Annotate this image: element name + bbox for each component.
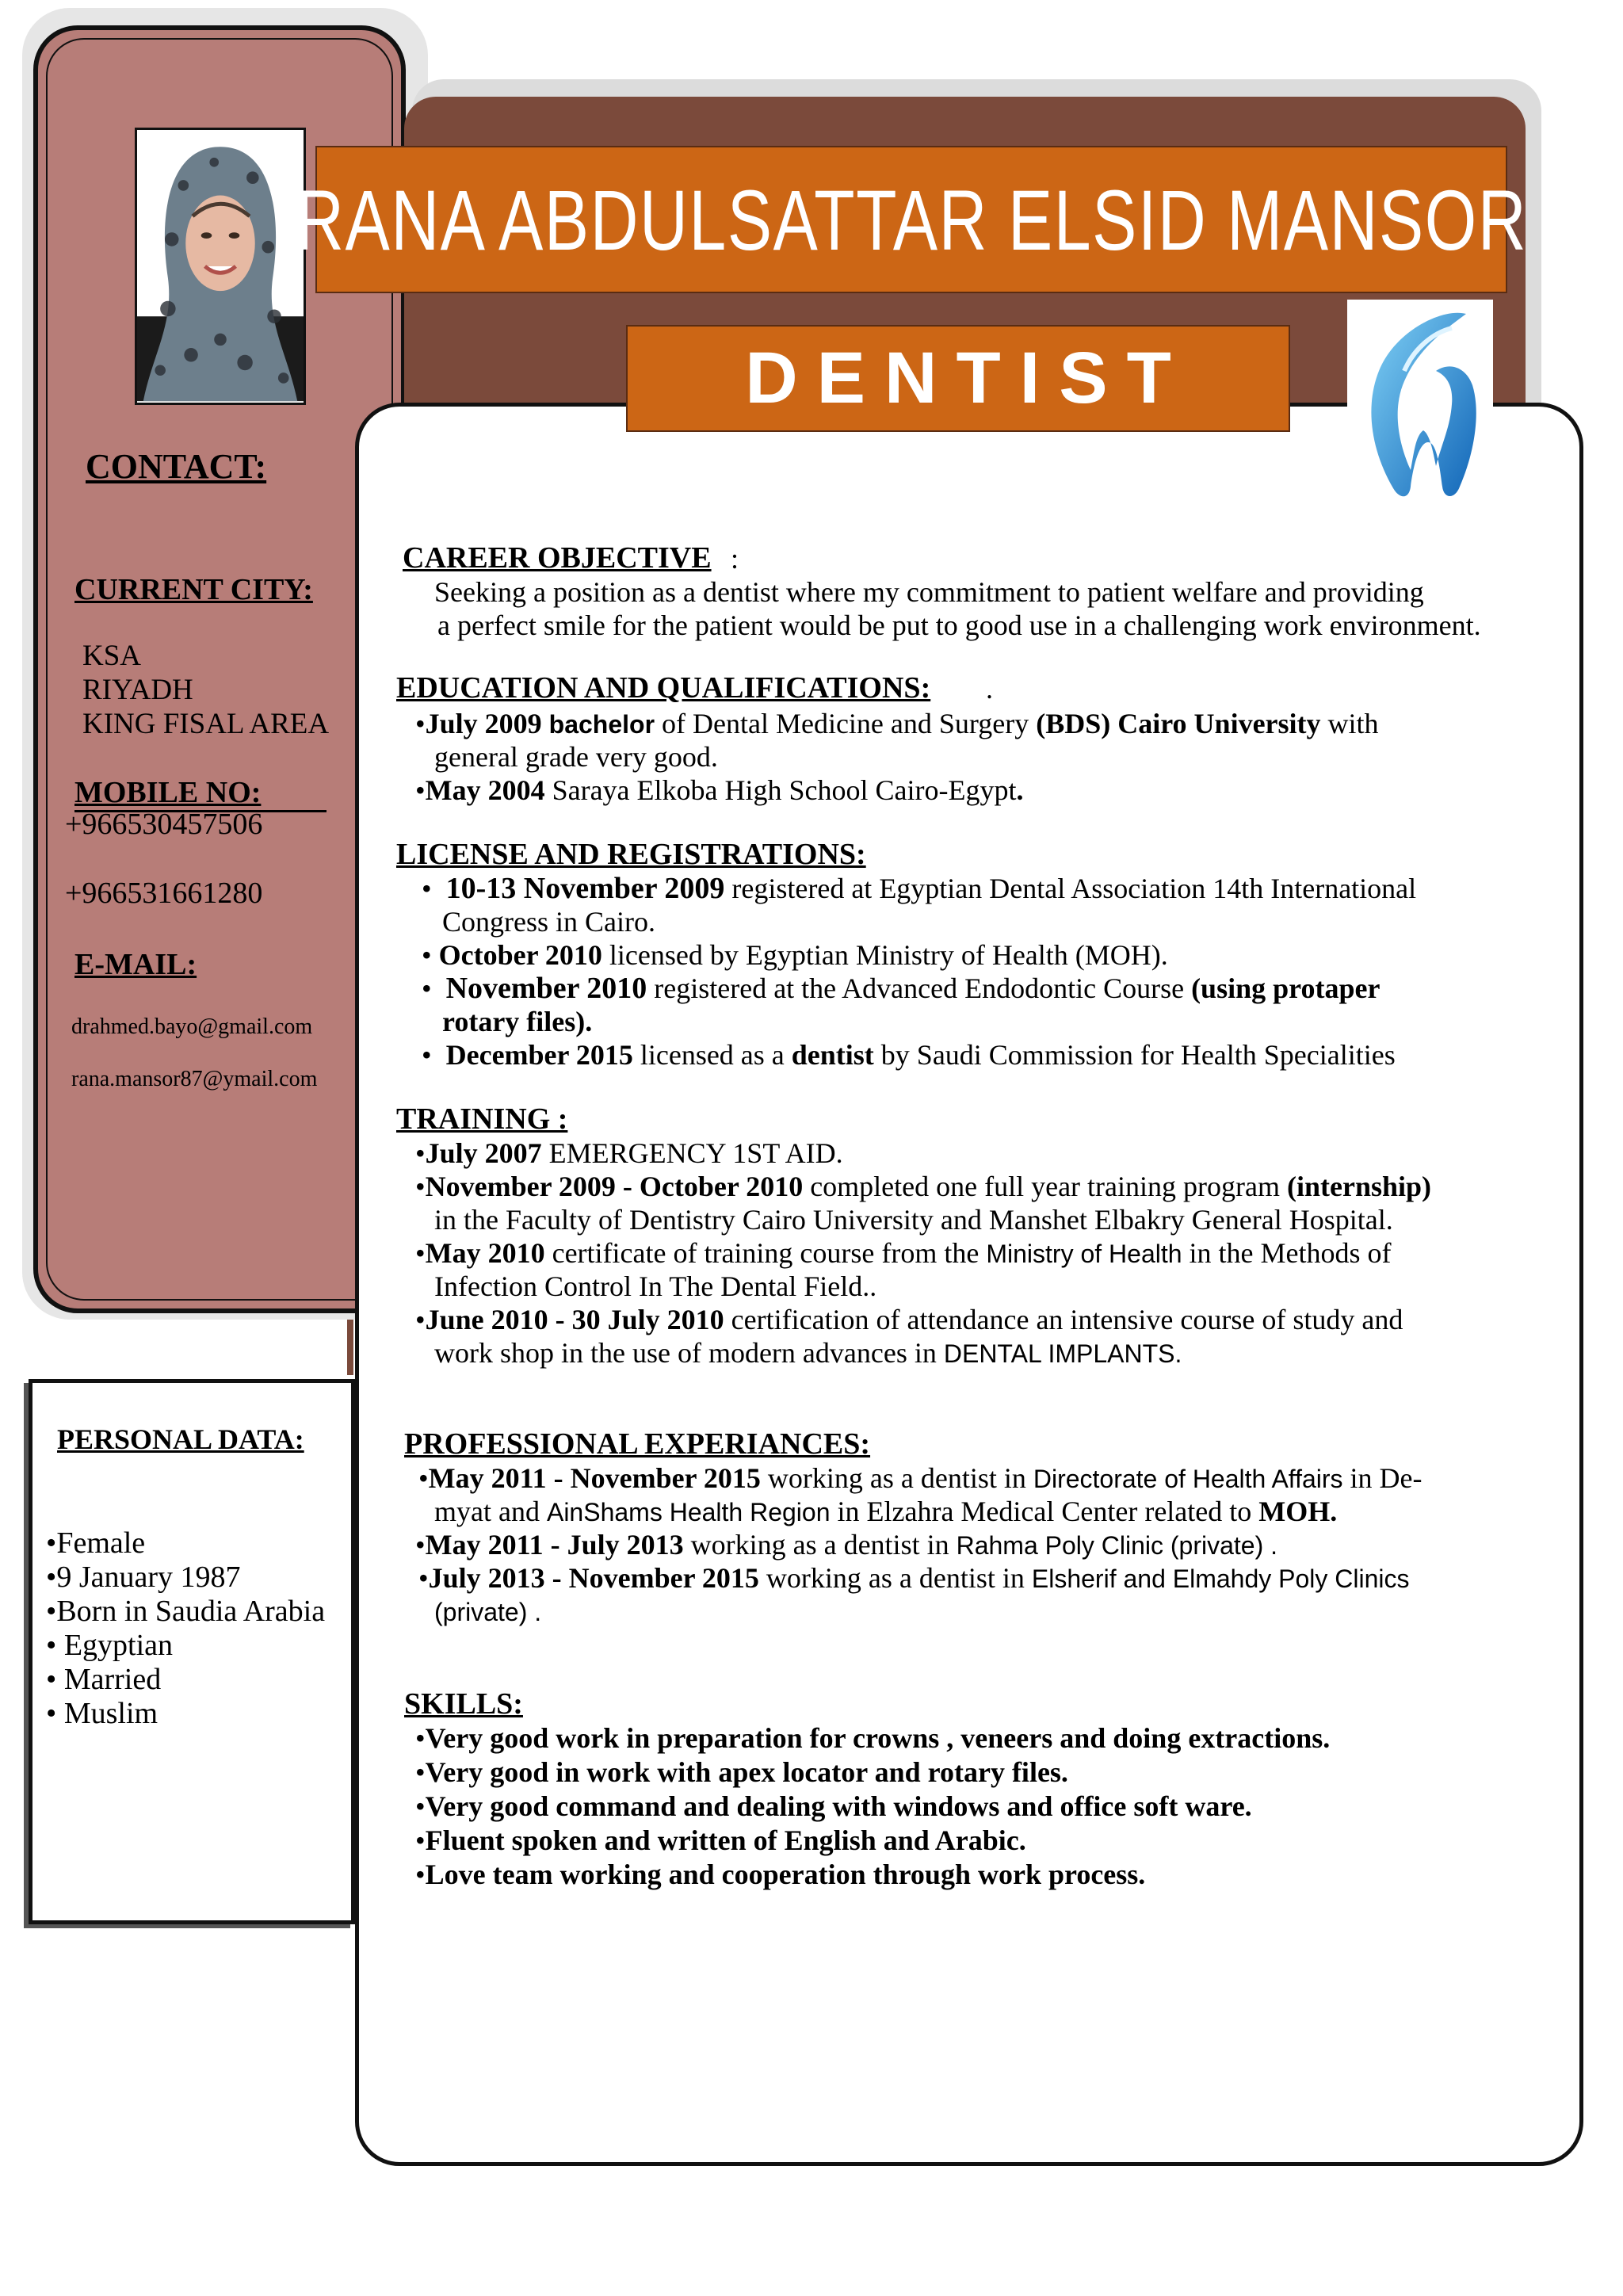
email-label: E-MAIL: xyxy=(74,948,197,981)
license-item-continuation: rotary files). xyxy=(442,1006,593,1037)
license-item: • October 2010 licensed by Egyptian Ministry of Health (MOH). xyxy=(422,939,1168,971)
job-title: DENTIST xyxy=(745,338,1190,418)
experience-item: •May 2011 - July 2013 working as a dentist in Rahma Poly Clinic (private) . xyxy=(415,1529,1278,1561)
skill-item: •Love team working and cooperation through work process. xyxy=(415,1859,1146,1890)
current-city-label: CURRENT CITY: xyxy=(74,573,313,606)
license-item: • November 2010 registered at the Advanced Endodontic Course (using protaper xyxy=(422,972,1381,1005)
profile-photo-illustration xyxy=(137,130,304,403)
personal-data-item: •Female xyxy=(46,1526,146,1560)
license-item-continuation: Congress in Cairo. xyxy=(442,906,655,938)
city-line: RIYADH xyxy=(82,674,193,706)
title-banner xyxy=(626,325,1290,432)
mobile-label: MOBILE NO: xyxy=(74,775,327,812)
period: . xyxy=(986,673,993,705)
skill-item: •Very good in work with apex locator and rotary files. xyxy=(415,1756,1068,1788)
training-item-continuation: Infection Control In The Dental Field.. xyxy=(434,1270,877,1302)
profile-photo xyxy=(135,128,306,405)
career-objective-heading: CAREER OBJECTIVE xyxy=(403,541,712,575)
email-address: rana.mansor87@ymail.com xyxy=(71,1067,318,1091)
experience-item-continuation: (private) . xyxy=(434,1598,542,1626)
email-address: drahmed.bayo@gmail.com xyxy=(71,1014,313,1039)
skills-heading: SKILLS: xyxy=(404,1687,523,1721)
name-banner xyxy=(295,146,1528,293)
license-heading: LICENSE AND REGISTRATIONS: xyxy=(396,838,866,871)
objective-line: Seeking a position as a dentist where my commitment to patient welfare and providing xyxy=(434,576,1424,608)
personal-data-item: •9 January 1987 xyxy=(46,1561,241,1594)
personal-data-item: • Muslim xyxy=(46,1697,158,1730)
phone-number: +966530457506 xyxy=(65,808,263,841)
skill-item: •Very good command and dealing with windows and office soft ware. xyxy=(415,1790,1252,1822)
city-line: KING FISAL AREA xyxy=(82,708,330,740)
contact-heading: CONTACT: xyxy=(86,447,267,486)
experience-item-continuation: myat and AinShams Health Region in Elzahra Medical Center related to MOH. xyxy=(434,1496,1338,1527)
objective-line: a perfect smile for the patient would be put to good use in a challenging work environment. xyxy=(437,609,1481,641)
training-heading: TRAINING : xyxy=(396,1102,568,1136)
education-item-continuation: general grade very good. xyxy=(434,741,718,773)
experience-item: •May 2011 - November 2015 working as a dentist in Directorate of Health Affairs in De- xyxy=(418,1462,1423,1494)
personal-data-item: • Egyptian xyxy=(46,1629,174,1662)
education-item: •July 2009 bachelor of Dental Medicine and Surgery (BDS) Cairo University with xyxy=(415,708,1379,739)
training-item-continuation: in the Faculty of Dentistry Cairo University and Manshet Elbakry General Hospital. xyxy=(434,1204,1393,1236)
experience-heading: PROFESSIONAL EXPERIANCES: xyxy=(404,1427,871,1461)
colon: : xyxy=(731,543,739,575)
training-item-continuation: work shop in the use of modern advances in DENTAL IMPLANTS. xyxy=(434,1337,1182,1369)
phone-number: +966531661280 xyxy=(65,877,263,910)
tooth-logo xyxy=(1347,300,1493,520)
education-heading: EDUCATION AND QUALIFICATIONS: xyxy=(396,671,931,705)
city-line: KSA xyxy=(82,640,142,672)
candidate-name: RANA ABDULSATTAR ELSID MANSOR xyxy=(295,171,1528,268)
personal-data-item: • Married xyxy=(46,1663,162,1696)
education-item: •May 2004 Saraya Elkoba High School Cairo-Egypt. xyxy=(415,774,1024,806)
skill-item: •Very good work in preparation for crowns , veneers and doing extractions. xyxy=(415,1722,1331,1754)
personal-data-item: •Born in Saudia Arabia xyxy=(46,1595,326,1628)
experience-item: •July 2013 - November 2015 working as a dentist in Elsherif and Elmahdy Poly Clinics xyxy=(418,1562,1410,1594)
training-item: •November 2009 - October 2010 completed one full year training program (internship) xyxy=(415,1171,1432,1202)
training-item: •July 2007 EMERGENCY 1ST AID. xyxy=(415,1137,843,1169)
license-item: • December 2015 licensed as a dentist by Saudi Commission for Health Specialities xyxy=(422,1039,1396,1071)
page-edge xyxy=(347,1320,353,1375)
tooth-icon xyxy=(1347,300,1493,520)
license-item: • 10-13 November 2009 registered at Egyptian Dental Association 14th International xyxy=(422,872,1417,905)
skill-item: •Fluent spoken and written of English and Arabic. xyxy=(415,1824,1026,1856)
training-item: •June 2010 - 30 July 2010 certification of attendance an intensive course of study and xyxy=(415,1304,1403,1335)
personal-data-heading: PERSONAL DATA: xyxy=(57,1423,304,1455)
training-item: •May 2010 certificate of training course from the Ministry of Health in the Methods of xyxy=(415,1237,1392,1269)
